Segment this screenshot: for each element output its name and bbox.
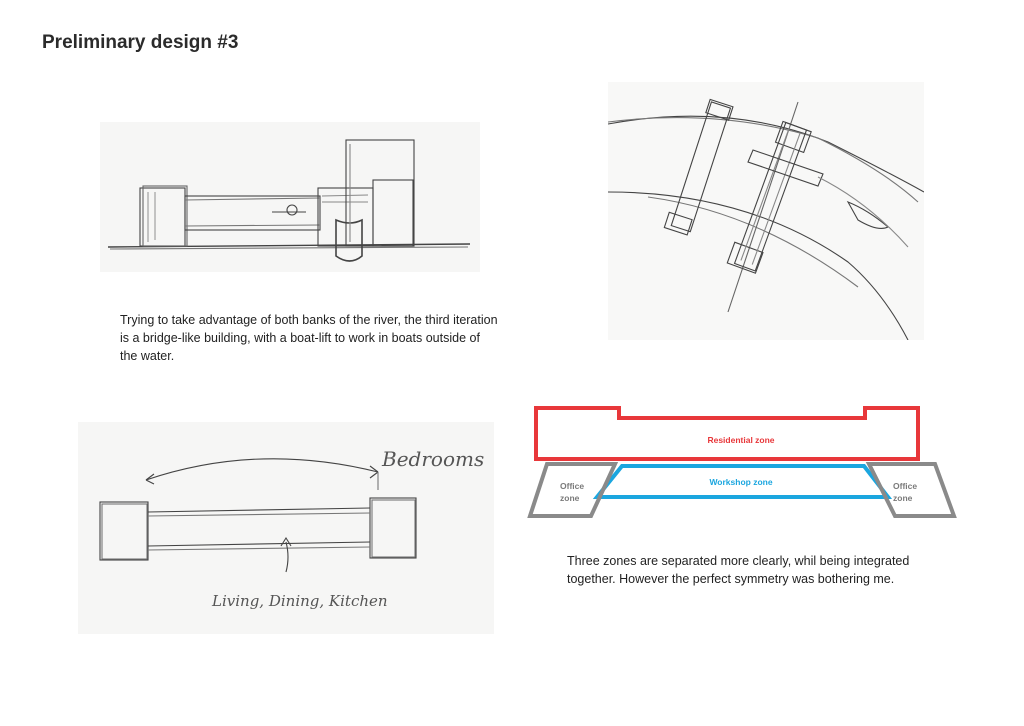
office-zone-left-label-2: zone: [560, 493, 580, 503]
zone-diagram: [527, 403, 957, 523]
caption-zones: Three zones are separated more clearly, whil being integrated together. However the perfect symmetry was bothering me.: [567, 554, 910, 586]
sketch-floor-plan: [78, 422, 494, 634]
zone-diagram-svg: [527, 403, 957, 523]
caption-bridge-concept: Trying to take advantage of both banks of the river, the third iteration is a bridge-like building, with a boat-lift to work in boats outside of the water.: [120, 313, 498, 363]
office-zone-right-label: Office: [893, 481, 918, 491]
elevation-drawing: [100, 122, 480, 272]
bedrooms-annotation: Bedrooms: [382, 447, 485, 471]
office-zone-left-label: Office: [560, 481, 585, 491]
living-annotation: Living, Dining, Kitchen: [212, 592, 388, 610]
residential-zone-shape: [536, 408, 918, 459]
sketch-elevation: [100, 122, 480, 272]
sketch-site-plan: [608, 82, 924, 340]
office-zone-right-label-2: zone: [893, 493, 913, 503]
site-plan-drawing: [608, 82, 924, 340]
floor-plan-drawing: [78, 422, 494, 634]
residential-zone-label: Residential zone: [707, 435, 775, 445]
workshop-zone-label: Workshop zone: [709, 477, 773, 487]
page-title: Preliminary design #3: [42, 32, 239, 53]
